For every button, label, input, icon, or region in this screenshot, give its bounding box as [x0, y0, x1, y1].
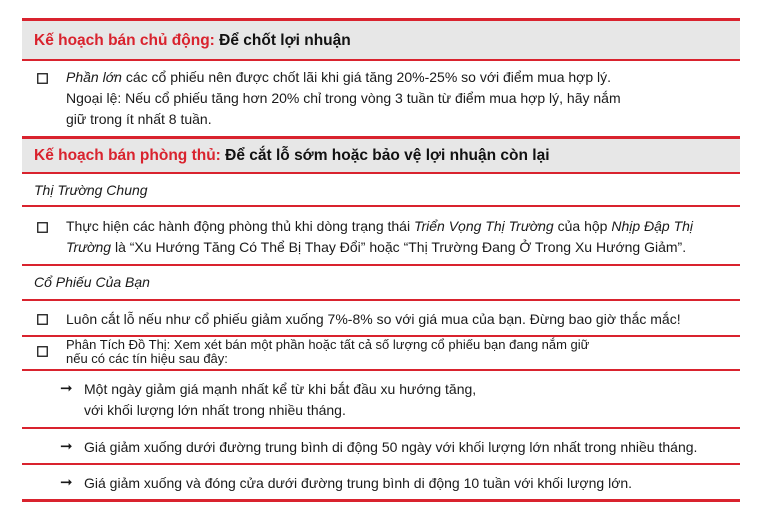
section-divider	[22, 463, 740, 465]
section-divider	[22, 205, 740, 207]
signal-3-line1: Giá giảm xuống và đóng cửa dưới đường trung bình di động 10 tuần với khối lượng lớn.	[84, 475, 633, 491]
signal-1-line1: Một ngày giảm giá mạnh nhất kể từ khi bắt đầu xu hướng tăng,	[84, 381, 477, 397]
arrow-right-icon: ➞	[60, 474, 73, 491]
section-divider	[22, 369, 740, 371]
section-divider	[22, 59, 740, 61]
section1-item-line2: Ngoại lệ: Nếu cổ phiếu tăng hơn 20% chỉ trong vòng 3 tuần từ điểm mua hợp lý, hãy nắm	[66, 90, 621, 106]
section1-item-line3: giữ trong ít nhất 8 tuần.	[66, 111, 212, 127]
stock-item1: Luôn cắt lỗ nếu như cổ phiếu giảm xuống 7%-8% so với giá mua của bạn. Đừng bao giờ thắc mắc!	[66, 311, 681, 327]
checkbox-icon	[37, 314, 48, 325]
signal-2-line1: Giá giảm xuống dưới đường trung bình di động 50 ngày với khối lượng lớn nhất trong nhiều tháng.	[84, 439, 698, 455]
section2-title-dark: Để cắt lỗ sớm hoặc bảo vệ lợi nhuận còn lại	[225, 147, 550, 164]
stock-item2-line2: nếu có các tín hiệu sau đây:	[66, 351, 228, 366]
signal-1-line2: với khối lượng lớn nhất trong nhiều tháng.	[84, 402, 346, 418]
arrow-right-icon: ➞	[60, 380, 73, 397]
section-divider	[22, 264, 740, 266]
market-subtitle: Thị Trường Chung	[34, 182, 148, 198]
section-divider	[22, 499, 740, 502]
section2-heading	[34, 147, 550, 165]
section-divider	[22, 427, 740, 429]
section1-item-line1: Phần lớn các cổ phiếu nên được chốt lãi khi giá tăng 20%-25% so với điểm mua hợp lý.	[66, 69, 612, 85]
checkbox-icon	[37, 222, 48, 233]
checkbox-icon	[37, 73, 48, 84]
checkbox-icon	[37, 346, 48, 357]
section-divider	[22, 299, 740, 301]
section-divider	[22, 172, 740, 174]
section1-title-dark: Để chốt lợi nhuận	[219, 32, 351, 49]
section2-title-red: Kế hoạch bán phòng thủ:	[34, 147, 221, 164]
arrow-right-icon: ➞	[60, 438, 73, 455]
section1-heading	[34, 32, 351, 50]
stock-subtitle: Cổ Phiếu Của Bạn	[34, 274, 150, 290]
stock-item2-line1: Phân Tích Đồ Thị: Xem xét bán một phần hoặc tất cả số lượng cổ phiếu bạn đang nắm giữ	[66, 337, 590, 352]
section1-title-red: Kế hoạch bán chủ động:	[34, 32, 215, 49]
market-item-line1: Thực hiện các hành động phòng thủ khi dòng trạng thái Triển Vọng Thị Trường của hộp Nhịp Đập Thị	[66, 218, 694, 234]
market-item-line2: Trường là “Xu Hướng Tăng Có Thể Bị Thay Đổi” hoặc “Thị Trường Đang Ở Trong Xu Hướng Giảm”.	[66, 239, 687, 255]
